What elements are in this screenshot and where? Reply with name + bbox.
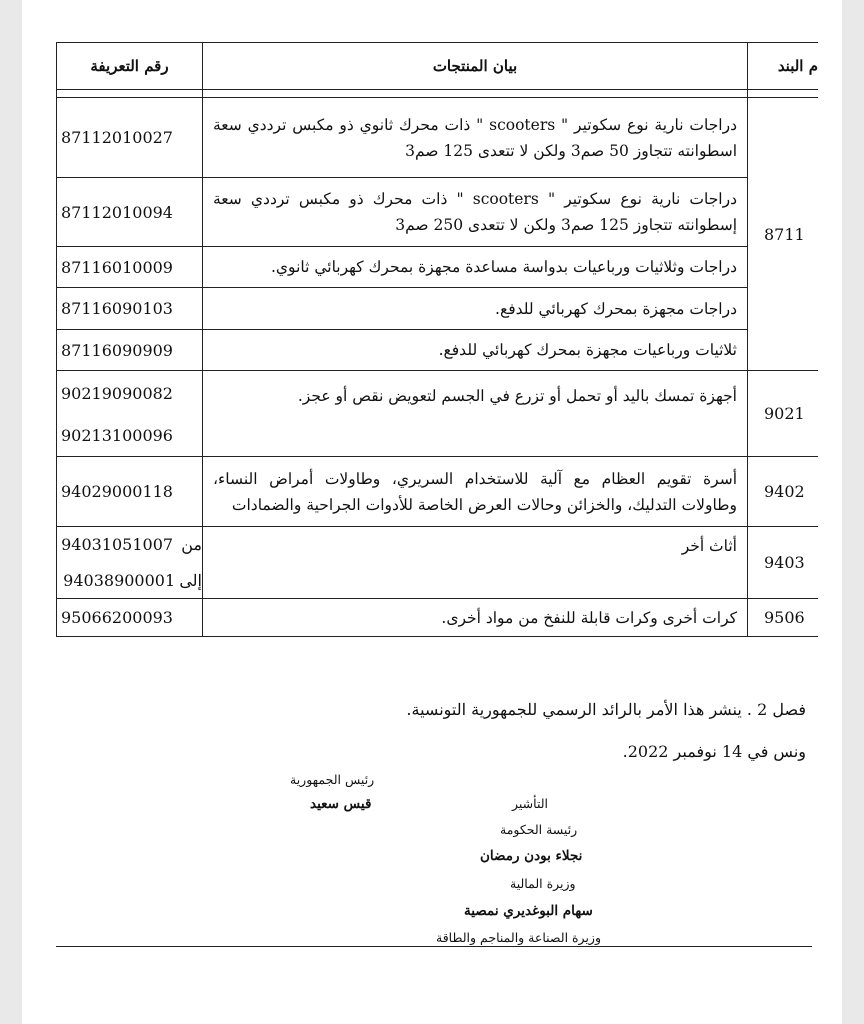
product-description: دراجات نارية نوع سكوتير " scooters " ذات محرك ذو مكبس ترددي سعة إسطوانته تتجاوز 125 صم3 ولكن لا تتعدى 250 صم3 bbox=[203, 178, 748, 247]
finance-minister-title: وزيرة المالية bbox=[510, 876, 576, 891]
tariff-code: 87116010009 bbox=[57, 247, 203, 288]
item-number: 9021 bbox=[748, 371, 819, 457]
tariff-code: 94038900001 bbox=[63, 570, 176, 590]
product-description: كرات أخرى وكرات قابلة للنفخ من مواد أخرى. bbox=[203, 599, 748, 637]
range-prefix: إلى bbox=[179, 570, 202, 590]
table-row bbox=[57, 527, 819, 563]
tariff-table bbox=[56, 42, 818, 637]
table-row bbox=[57, 371, 819, 416]
product-description: أجهزة تمسك باليد أو تحمل أو تزرع في الجسم لتعويض نقص أو عجز. bbox=[203, 371, 748, 457]
president-title: رئيس الجمهورية bbox=[290, 772, 375, 787]
product-description: دراجات مجهزة بمحرك كهربائي للدفع. bbox=[203, 288, 748, 330]
prime-minister-title: رئيسة الحكومة bbox=[500, 822, 578, 837]
table-row bbox=[57, 330, 819, 371]
table-row bbox=[57, 98, 819, 178]
tariff-code: 90219090082 bbox=[57, 371, 203, 416]
table-row bbox=[57, 178, 819, 247]
president-name: قيس سعيد bbox=[310, 796, 372, 812]
tariff-code: 94031051007 bbox=[61, 535, 174, 555]
tariff-code: 94029000118 bbox=[57, 457, 203, 527]
tariff-code: 87112010027 bbox=[57, 98, 203, 178]
signing-date: ونس في 14 نوفمبر 2022. bbox=[622, 742, 806, 761]
product-description: ثلاثيات ورباعيات مجهزة بمحرك كهربائي للدفع. bbox=[203, 330, 748, 371]
item-number: 9403 bbox=[748, 527, 819, 599]
header-tariff-code: رقم التعريفة bbox=[57, 43, 203, 90]
table-row bbox=[57, 288, 819, 330]
tariff-code: 87112010094 bbox=[57, 178, 203, 247]
table-row bbox=[57, 457, 819, 527]
table-row bbox=[57, 599, 819, 637]
tariff-code: 87116090103 bbox=[57, 288, 203, 330]
range-prefix: من bbox=[181, 535, 202, 555]
header-product-description: بيان المنتجات bbox=[203, 43, 748, 90]
product-description: دراجات وثلاثيات ورباعيات بدواسة مساعدة مجهزة بمحرك كهربائي ثانوي. bbox=[203, 247, 748, 288]
item-number: 8711 bbox=[748, 98, 819, 371]
item-number: 9506 bbox=[748, 599, 819, 637]
document-page bbox=[22, 0, 842, 1024]
industry-minister-title: وزيرة الصناعة والمناجم والطاقة bbox=[436, 930, 602, 945]
finance-minister-name: سهام البوغديري نمصية bbox=[464, 903, 593, 919]
product-description: أثاث أخر bbox=[203, 527, 748, 599]
tariff-code: 90213100096 bbox=[57, 416, 203, 457]
tariff-code: 95066200093 bbox=[57, 599, 203, 637]
tariff-code: 87116090909 bbox=[57, 330, 203, 371]
table-header-row bbox=[57, 43, 819, 90]
visa-label: التأشير bbox=[512, 796, 549, 811]
chapter-2-text: فصل 2 . ينشر هذا الأمر بالرائد الرسمي للجمهورية التونسية. bbox=[406, 700, 806, 719]
product-description: دراجات نارية نوع سكوتير " scooters " ذات محرك ثانوي ذو مكبس ترددي سعة اسطوانته تتجاوز 50 صم3 ولكن لا تتعدى 125 صم3 bbox=[203, 98, 748, 178]
tariff-code-range-start bbox=[57, 527, 203, 563]
item-number: 9402 bbox=[748, 457, 819, 527]
header-item-number: م البند bbox=[748, 43, 819, 90]
prime-minister-name: نجلاء بودن رمضان bbox=[480, 848, 583, 864]
tariff-code-range-end bbox=[57, 563, 203, 599]
product-description: أسرة تقويم العظام مع آلية للاستخدام السريري، وطاولات أمراض النساء، وطاولات التدليك، والخزائن وحالات العرض الخاصة للأدوات الجراحية والضمادات bbox=[203, 457, 748, 527]
footer-rule bbox=[56, 946, 812, 947]
table-row bbox=[57, 247, 819, 288]
